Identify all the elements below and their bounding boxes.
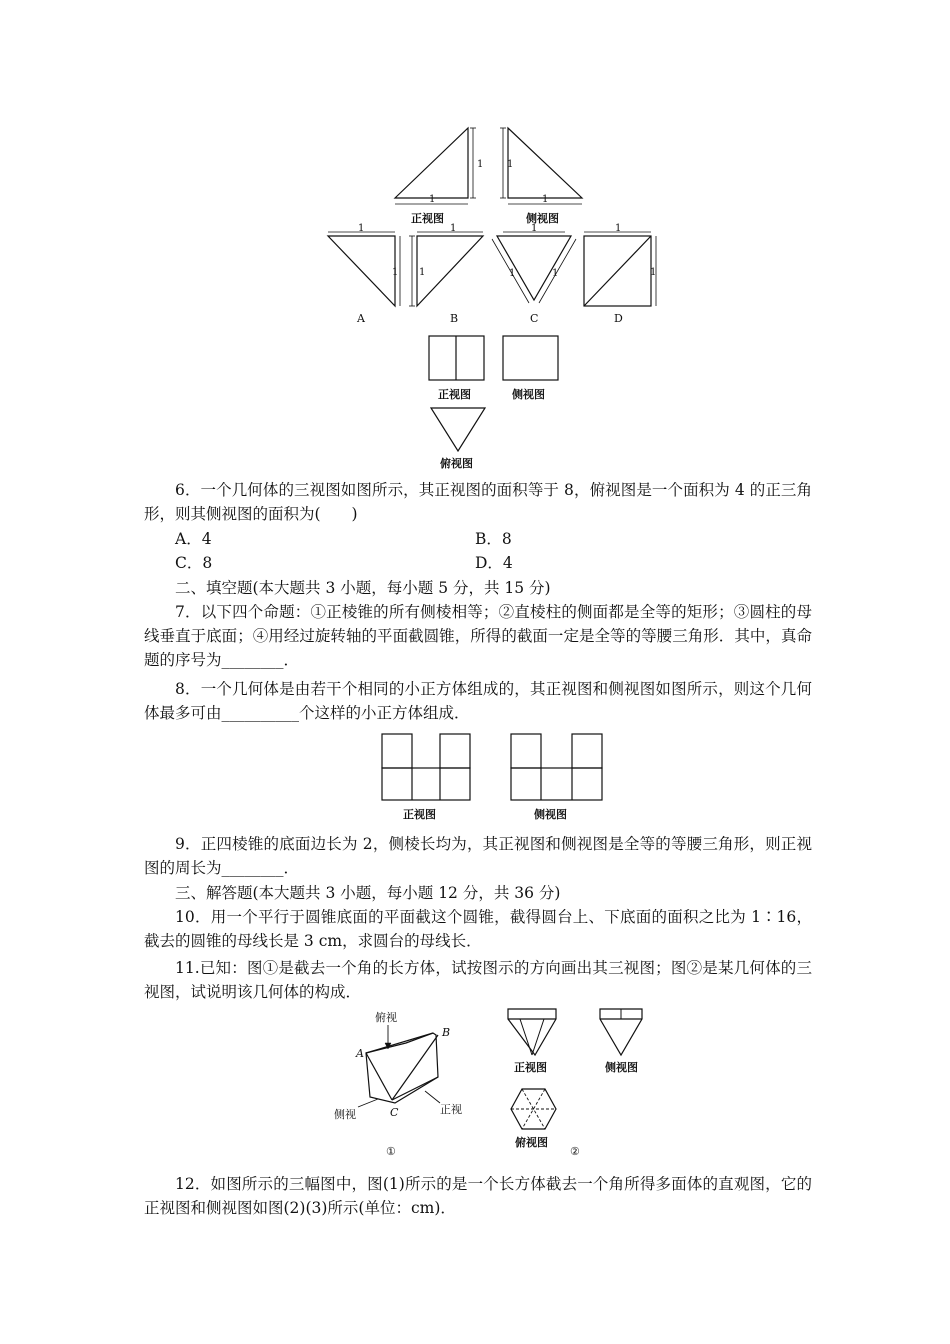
q8-side-view [511, 734, 602, 821]
q6-front-caption: 正视图 [438, 388, 471, 401]
q5-a-dim-v: 1 [392, 267, 399, 278]
q11-side-caption: 侧视图 [605, 1061, 638, 1074]
q5-option-c-figure [492, 223, 576, 325]
question-8: 8．一个几何体是由若干个相同的小正方体组成的，其正视图和侧视图如图所示，则这个几何体最多可由__________个这样的小正方体组成． [144, 680, 812, 722]
q5-option-d-figure [584, 223, 656, 325]
q6-side-view [503, 336, 558, 401]
q5-front-view [395, 128, 483, 225]
q6-front-view [429, 336, 484, 401]
q6-option-d: D．4 [475, 554, 513, 572]
q8-figure [378, 730, 608, 826]
q11-fig1-mark: ① [386, 1145, 396, 1158]
q5-side-dim-h: 1 [542, 194, 549, 205]
question-10: 10．用一个平行于圆锥底面的平面截这个圆锥，截得圆台上、下底面的面积之比为 1∶16，截去的圆锥的母线长是 3 cm，求圆台的母线长． [144, 908, 812, 950]
q11-figure [330, 1005, 660, 1165]
q5-side-dim-v: 1 [507, 159, 514, 170]
question-12: 12．如图所示的三幅图中，图(1)所示的是一个长方体截去一个角所得多面体的直观图，它的正视图和侧视图如图(2)(3)所示(单位：cm)． [144, 1175, 812, 1217]
section-heading-solve: 三、解答题(本大题共 3 小题，每小题 12 分，共 36 分) [175, 884, 561, 902]
q8-front-caption: 正视图 [403, 808, 436, 821]
q11-figure-1 [334, 1011, 462, 1158]
section-heading-fill-in: 二、填空题(本大题共 3 小题，每小题 5 分，共 15 分) [175, 579, 551, 597]
q5-option-b-label: B [450, 312, 459, 325]
q11-point-a: A [356, 1047, 364, 1060]
q6-top-view [431, 408, 485, 470]
q5-option-c-label: C [530, 312, 539, 325]
q5-front-dim-h: 1 [429, 194, 436, 205]
q6-figure [425, 334, 565, 472]
q5-option-b-figure [409, 223, 483, 325]
q6-side-caption: 侧视图 [512, 388, 545, 401]
q5-option-a-figure [328, 223, 400, 325]
q8-side-caption: 侧视图 [534, 808, 567, 821]
q11-top-caption: 俯视图 [515, 1136, 548, 1149]
q5-option-d-label: D [614, 312, 623, 325]
q5-b-dim-v: 1 [419, 267, 426, 278]
q11-point-c: C [390, 1106, 399, 1119]
q5-b-dim-h: 1 [450, 223, 457, 234]
q5-d-dim-h: 1 [615, 223, 622, 234]
q11-front-caption: 正视图 [514, 1061, 547, 1074]
q5-side-view [500, 128, 582, 225]
q6-top-caption: 俯视图 [440, 457, 473, 470]
q11-point-b: B [442, 1026, 451, 1039]
q11-top-label: 俯视 [375, 1011, 397, 1024]
q6-option-a: A．4 [175, 530, 212, 548]
q11-figure-2 [508, 1009, 642, 1158]
q5-c-dim-r: 1 [552, 268, 559, 279]
q5-c-dim-h: 1 [531, 223, 538, 234]
q5-side-caption: 侧视图 [526, 212, 559, 225]
question-6: 6．一个几何体的三视图如图所示，其正视图的面积等于 8，俯视图是一个面积为 4 的正三角形，则其侧视图的面积为( ) [144, 481, 812, 523]
question-7: 7．以下四个命题：①正棱锥的所有侧棱相等；②直棱柱的侧面都是全等的矩形；③圆柱的母线垂直于底面；④用经过旋转轴的平面截圆锥，所得的截面一定是全等的等腰三角形．其中，真命题的序号为________． [144, 603, 812, 669]
q5-option-a-label: A [357, 312, 365, 325]
q5-a-dim-h: 1 [358, 223, 365, 234]
q6-option-b: B．8 [475, 530, 512, 548]
q6-option-c: C．8 [175, 554, 213, 572]
q5-c-dim-l: 1 [509, 268, 516, 279]
q8-front-view [382, 734, 470, 821]
question-9: 9．正四棱锥的底面边长为 2，侧棱长均为，其正视图和侧视图是全等的等腰三角形，则正视图的周长为________． [144, 835, 812, 877]
q11-front-label: 正视 [440, 1103, 462, 1116]
q11-fig2-mark: ② [570, 1145, 580, 1158]
q5-figure [320, 118, 660, 330]
q5-front-dim-v: 1 [477, 159, 484, 170]
q11-side-label: 侧视 [334, 1108, 356, 1121]
q5-front-caption: 正视图 [411, 212, 444, 225]
q5-d-dim-v: 1 [650, 267, 657, 278]
question-11: 11.已知：图①是截去一个角的长方体，试按图示的方向画出其三视图；图②是某几何体的三视图，试说明该几何体的构成． [144, 959, 812, 1001]
